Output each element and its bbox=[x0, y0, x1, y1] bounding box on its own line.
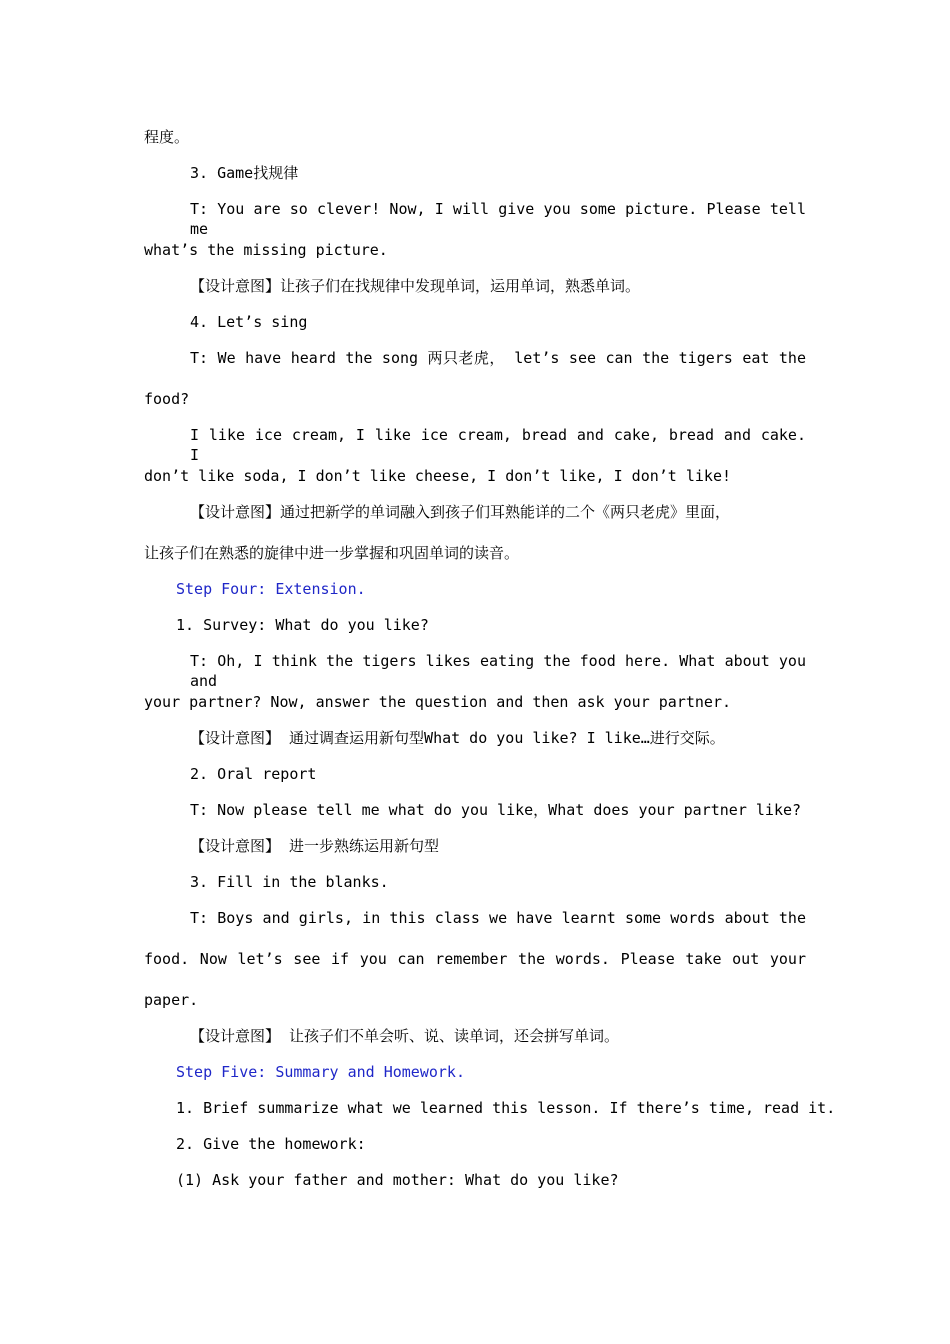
list-item: (1) Ask your father and mother: What do you like? bbox=[176, 1171, 619, 1189]
design-intent-note: 【设计意图】 进一步熟练运用新句型 bbox=[190, 837, 440, 855]
list-heading: 3. Fill in the blanks. bbox=[190, 873, 389, 891]
text-line: T: Now please tell me what do you like，What does your partner like? bbox=[190, 801, 802, 819]
design-intent-note: 【设计意图】让孩子们在找规律中发现单词，运用单词，熟悉单词。 bbox=[190, 277, 641, 295]
design-intent-note: 【设计意图】通过把新学的单词融入到孩子们耳熟能详的二个《两只老虎》里面， bbox=[190, 503, 731, 521]
text-line: 程度。 bbox=[144, 128, 190, 146]
design-intent-note: 【设计意图】 通过调查运用新句型What do you like? I like…进行交际。 bbox=[190, 729, 725, 747]
text-line: T: We have heard the song 两只老虎， let’s see can the tigers eat the bbox=[190, 349, 806, 367]
text-line: T: You are so clever! Now, I will give you some picture. Please tell me bbox=[190, 200, 806, 238]
list-item: 2. Give the homework: bbox=[176, 1135, 366, 1153]
section-heading: Step Four: Extension. bbox=[176, 580, 366, 598]
song-lyrics-line: I like ice cream, I like ice cream, bread and cake, bread and cake. I bbox=[190, 426, 806, 464]
list-heading: 1. Survey: What do you like? bbox=[176, 616, 429, 634]
list-heading: 4. Let’s sing bbox=[190, 313, 308, 331]
text-line: food? bbox=[144, 390, 190, 408]
text-line: T: Oh, I think the tigers likes eating the food here. What about you and bbox=[190, 652, 806, 690]
list-heading: 2. Oral report bbox=[190, 765, 317, 783]
text-line: what’s the missing picture. bbox=[144, 241, 388, 259]
text-line: your partner? Now, answer the question and then ask your partner. bbox=[144, 693, 731, 711]
text-line: food. Now let’s see if you can remember the words. Please take out your bbox=[144, 950, 806, 968]
design-intent-note: 【设计意图】 让孩子们不单会听、说、读单词，还会拼写单词。 bbox=[190, 1027, 620, 1045]
section-heading: Step Five: Summary and Homework. bbox=[176, 1063, 465, 1081]
text-line: paper. bbox=[144, 991, 199, 1009]
text-line: 让孩子们在熟悉的旋律中进一步掌握和巩固单词的读音。 bbox=[144, 544, 520, 562]
list-heading: 3. Game找规律 bbox=[190, 164, 299, 182]
text-line: T: Boys and girls, in this class we have learnt some words about the bbox=[190, 909, 806, 927]
song-lyrics-line: don’t like soda, I don’t like cheese, I don’t like, I don’t like! bbox=[144, 467, 731, 485]
list-item: 1. Brief summarize what we learned this lesson. If there’s time, read it. bbox=[176, 1099, 836, 1117]
